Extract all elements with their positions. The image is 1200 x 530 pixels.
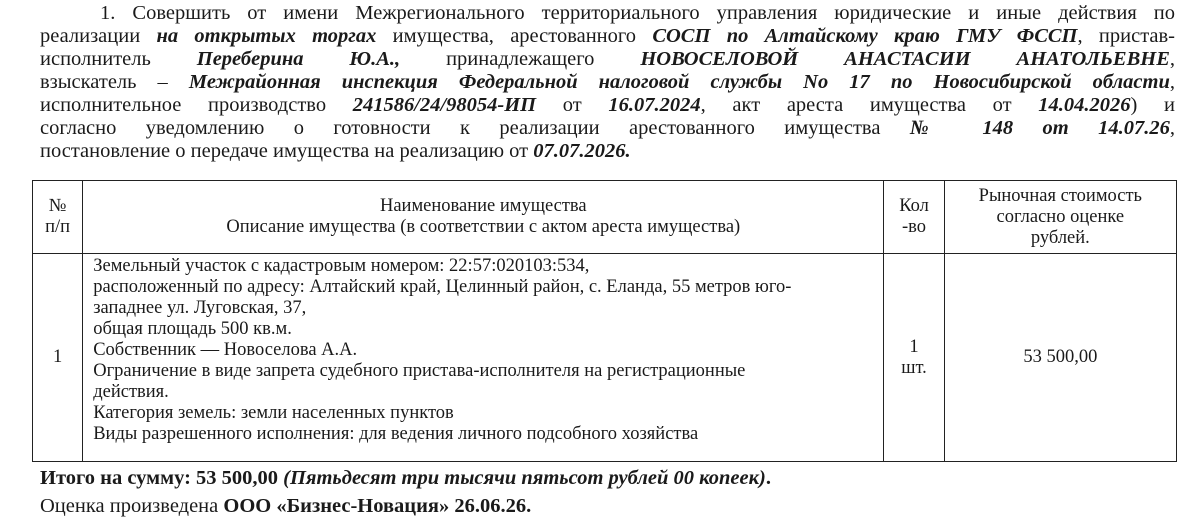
description-line: Собственник — Новоселова А.А. <box>93 340 358 360</box>
text-segment: , <box>1169 48 1175 70</box>
evaluation-prefix: Оценка произведена <box>40 495 224 517</box>
paragraph-line <box>40 48 1175 71</box>
row-quantity: 1 шт. <box>884 254 944 462</box>
text-segment: , <box>1169 71 1175 93</box>
evaluation-org: ООО «Бизнес-Новация» 26.06.26. <box>223 495 532 517</box>
total-line: Итого на сумму: 53 500,00 (Пятьдесят три тысячи пятьсот рублей 00 копеек). <box>40 467 771 489</box>
description-line: Ограничение в виде запрета судебного пристава-исполнителя на регистрационные <box>93 361 746 381</box>
text-segment: , акт ареста имущества от <box>700 94 1039 116</box>
header-description: Наименование имущества Описание имущества (в соответствии с актом ареста имущества) <box>83 181 884 254</box>
description-line: Земельный участок с кадастровым номером: 22:57:020103:534, <box>93 256 590 276</box>
paragraph-line <box>40 94 1175 117</box>
text-segment: взыскатель – <box>40 71 189 93</box>
text-segment: исполнитель <box>40 48 197 70</box>
text-segment: реализации <box>40 25 157 47</box>
paragraph-line <box>40 25 1175 48</box>
header-price: Рыночная стоимость согласно оценке рублей. <box>944 181 1176 254</box>
paragraph-line <box>40 71 1175 94</box>
paragraph-line <box>40 140 1175 163</box>
emphasized-text: НОВОСЕЛОВОЙ АНАСТАСИИ АНАТОЛЬЕВНЕ <box>640 48 1170 70</box>
row-number: 1 <box>33 254 83 462</box>
text-segment: , <box>1169 117 1175 139</box>
description-line: западнее ул. Луговская, 37, <box>93 298 307 318</box>
row-price: 53 500,00 <box>944 254 1176 462</box>
text-segment: от <box>536 94 609 116</box>
emphasized-text: 241586/24/98054-ИП <box>352 94 537 116</box>
emphasized-text: СОСП по Алтайскому краю ГМУ ФССП <box>652 25 1078 47</box>
row-description <box>83 254 884 462</box>
property-table <box>32 180 1177 462</box>
emphasized-text: 07.07.2026. <box>533 140 631 162</box>
emphasized-text: Переберина Ю.А., <box>196 48 401 70</box>
table-row <box>33 254 1177 462</box>
text-segment: имущества, арестованного <box>376 25 653 47</box>
text-segment: исполнительное производство <box>40 94 353 116</box>
text-segment: 1. Совершить от имени Межрегионального территориального управления юридические и иные действия по <box>100 2 1175 24</box>
emphasized-text: Межрайонная инспекция Федеральной налоговой службы No 17 по Новосибирской области <box>188 71 1170 93</box>
emphasized-text: на открытых торгах <box>156 25 377 47</box>
emphasized-text: № 148 от 14.07.26 <box>909 117 1170 139</box>
paragraph-line <box>40 2 1175 25</box>
text-segment: согласно уведомлению о готовности к реализации арестованного имущества <box>40 117 910 139</box>
instruction-paragraph <box>40 2 1175 163</box>
description-line: расположенный по адресу: Алтайский край, Целинный район, с. Еланда, 55 метров юго- <box>93 277 792 297</box>
text-segment: постановление о передаче имущества на реализацию от <box>40 140 534 162</box>
text-segment: ) и <box>1130 94 1175 116</box>
description-line: общая площадь 500 кв.м. <box>93 319 292 339</box>
description-line: действия. <box>93 382 169 402</box>
description-line: Категория земель: земли населенных пунктов <box>93 403 454 423</box>
header-quantity: Кол -во <box>884 181 944 254</box>
header-number: № п/п <box>33 181 83 254</box>
description-line: Виды разрешенного исполнения: для ведения личного подсобного хозяйства <box>93 424 699 444</box>
emphasized-text: 16.07.2024 <box>608 94 701 116</box>
total-amount: Итого на сумму: 53 500,00 <box>40 467 279 489</box>
paragraph-line <box>40 117 1175 140</box>
text-segment: принадлежащего <box>400 48 641 70</box>
evaluation-line <box>40 494 531 518</box>
table-header-row <box>33 181 1177 254</box>
emphasized-text: 14.04.2026 <box>1038 94 1131 116</box>
text-segment: , пристав- <box>1077 25 1176 47</box>
total-in-words: (Пятьдесят три тысячи пятьсот рублей 00 копеек) <box>283 467 766 489</box>
